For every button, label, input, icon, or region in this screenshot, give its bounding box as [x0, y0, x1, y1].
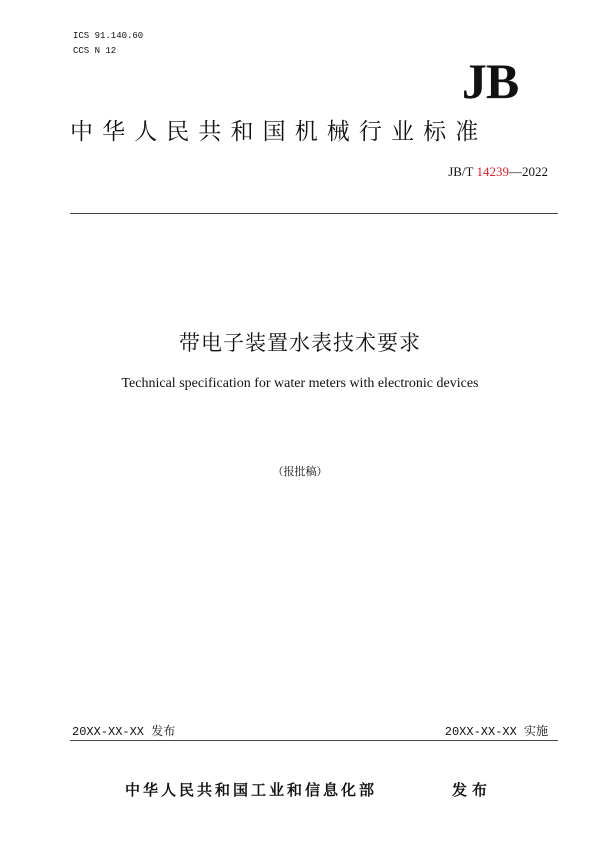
standard-prefix: JB/T [448, 164, 477, 179]
standard-number-digits: 14239 [476, 164, 509, 179]
standard-year: —2022 [509, 164, 548, 179]
ccs-code: CCS N 12 [73, 46, 117, 56]
standard-category-title: 中华人民共和国机械行业标准 [70, 119, 488, 145]
standard-number [448, 164, 548, 180]
implement-date: 20XX-XX-XX 实施 [444, 725, 548, 739]
issue-label: 发布 [452, 781, 493, 799]
ics-code: ICS 91.140.60 [73, 31, 144, 41]
document-title-cn: 带电子装置水表技术要求 [179, 331, 421, 355]
issuing-authority: 中华人民共和国工业和信息化部 [125, 781, 378, 799]
document-title-en: Technical specification for water meters with electronic devices [121, 376, 479, 391]
publish-date: 20XX-XX-XX 发布 [72, 725, 176, 739]
bottom-divider [70, 740, 558, 741]
top-divider [70, 213, 558, 214]
jb-logo: JB [461, 53, 519, 109]
draft-status: （报批稿） [272, 465, 328, 478]
